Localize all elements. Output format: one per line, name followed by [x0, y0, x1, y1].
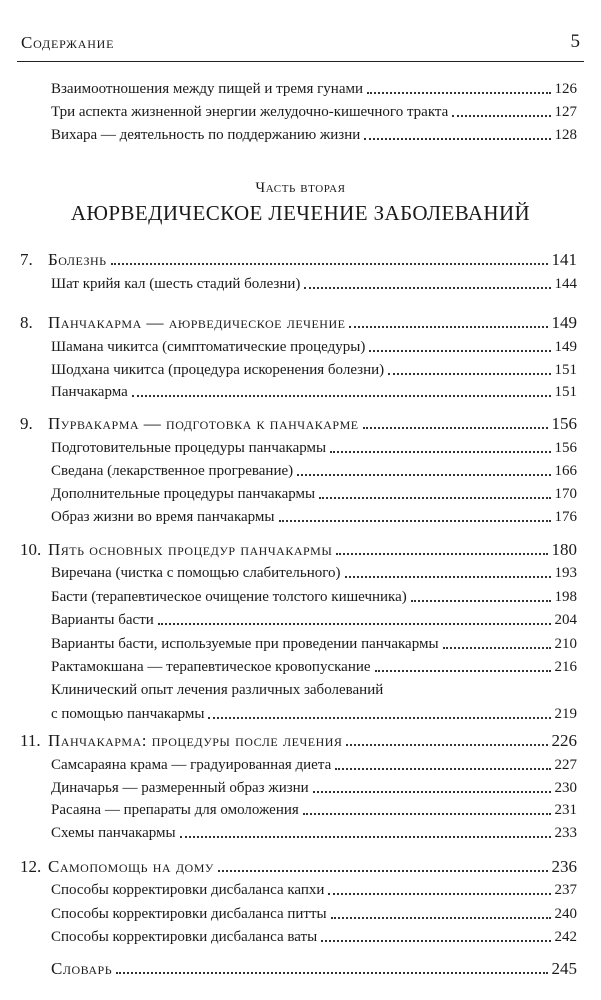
entry-label: Шамана чикитса (симптоматические процедуры)	[51, 339, 366, 355]
leader-dots	[330, 451, 550, 453]
entry-label: Способы корректировки дисбаланса капхи	[51, 882, 325, 898]
entry-label: Образ жизни во время панчакармы	[51, 509, 275, 525]
entry-page: 149	[551, 313, 577, 332]
toc-entry	[51, 705, 577, 723]
entry-label: Сведана (лекарственное прогревание)	[51, 463, 294, 479]
toc-entry	[51, 658, 577, 676]
entry-page: 204	[554, 612, 577, 628]
toc-entry	[51, 103, 577, 121]
entry-page: 226	[551, 731, 577, 750]
chapter-number: 7.	[20, 250, 33, 269]
leader-dots	[180, 836, 551, 838]
entry-page: 151	[554, 362, 577, 378]
entry-label: Шодхана чикитса (процедура искоренения болезни)	[51, 362, 385, 378]
chapter-title	[20, 251, 107, 269]
entry-page: 170	[554, 486, 577, 502]
leader-dots	[336, 553, 547, 555]
toc-entry	[51, 564, 577, 582]
entry-label: Панчакарма	[51, 384, 128, 400]
toc-entry	[51, 126, 577, 144]
toc-entry	[51, 275, 577, 293]
chapter-title	[20, 314, 345, 332]
chapter-title	[20, 541, 332, 559]
leader-dots	[331, 917, 551, 919]
leader-dots	[364, 138, 550, 140]
entry-page: 233	[554, 825, 577, 841]
leader-dots	[321, 940, 550, 942]
toc-entry	[51, 462, 577, 480]
chapter-row	[20, 858, 577, 876]
entry-page: 126	[554, 81, 577, 97]
leader-dots	[313, 791, 551, 793]
leader-dots	[304, 287, 550, 289]
entry-label: Подготовительные процедуры панчакармы	[51, 440, 327, 456]
leader-dots	[303, 813, 551, 815]
entry-page: 176	[554, 509, 577, 525]
chapter-row	[20, 251, 577, 269]
chapter-number: 9.	[20, 414, 33, 433]
leader-dots	[319, 497, 550, 499]
entry-page: 198	[554, 589, 577, 605]
chapter-number: 10.	[20, 540, 42, 559]
entry-label: Способы корректировки дисбаланса питты	[51, 906, 327, 922]
entry-page: 151	[554, 384, 577, 400]
chapter-title-text: Панчакарма: процедуры после лечения	[48, 731, 343, 750]
entry-label: Басти (терапевтическое очищение толстого кишечника)	[51, 589, 407, 605]
leader-dots	[375, 670, 551, 672]
entry-page: 149	[554, 339, 577, 355]
chapter-title-text: Пурвакарма — подготовка к панчакарме	[48, 414, 359, 433]
entry-page: 240	[554, 906, 577, 922]
leader-dots	[111, 263, 548, 265]
toc-entry	[51, 881, 577, 899]
leader-dots	[158, 623, 551, 625]
chapter-title-text: Самопомощь на дому	[48, 857, 214, 876]
toc-entry	[51, 824, 577, 842]
entry-label: Способы корректировки дисбаланса ваты	[51, 929, 318, 945]
leader-dots	[218, 870, 548, 872]
chapter-title	[20, 732, 342, 750]
entry-page: 219	[554, 706, 577, 722]
entry-page: 144	[554, 276, 577, 292]
leader-dots	[297, 474, 550, 476]
leader-dots	[328, 893, 550, 895]
entry-page: 230	[554, 780, 577, 796]
toc-entry	[51, 905, 577, 923]
entry-page: 236	[551, 857, 577, 876]
leader-dots	[388, 373, 550, 375]
entry-page: 127	[554, 104, 577, 120]
entry-page: 166	[554, 463, 577, 479]
entry-label: Вихара — деятельность по поддержанию жизни	[51, 127, 361, 143]
entry-label: Дополнительные процедуры панчакармы	[51, 486, 316, 502]
entry-label: Шат крийя кал (шесть стадий болезни)	[51, 276, 301, 292]
entry-label: Расаяна — препараты для омоложения	[51, 802, 299, 818]
chapter-row	[20, 541, 577, 559]
chapter-title	[20, 858, 214, 876]
entry-page: 227	[554, 757, 577, 773]
toc-entry	[51, 485, 577, 503]
leader-dots	[349, 326, 547, 328]
entry-page: 231	[554, 802, 577, 818]
leader-dots	[279, 520, 551, 522]
leader-dots	[369, 350, 550, 352]
leader-dots	[452, 115, 550, 117]
chapter-number: 8.	[20, 313, 33, 332]
toc-entry	[51, 80, 577, 98]
entry-page: 216	[554, 659, 577, 675]
toc-entry	[51, 383, 577, 401]
running-title: Содержание	[21, 33, 115, 52]
toc-entry	[51, 756, 577, 774]
part-title: АЮРВЕДИЧЕСКОЕ ЛЕЧЕНИЕ ЗАБОЛЕВАНИЙ	[70, 201, 531, 225]
leader-dots	[411, 600, 551, 602]
entry-page: 141	[551, 250, 577, 269]
toc-entry	[51, 779, 577, 797]
leader-dots	[116, 972, 547, 974]
leader-dots	[363, 427, 548, 429]
leader-dots	[345, 576, 551, 578]
chapter-title-text: Панчакарма — аюрведическое лечение	[48, 313, 346, 332]
entry-page: 193	[554, 565, 577, 581]
entry-page: 245	[551, 959, 577, 978]
chapter-row	[20, 732, 577, 750]
toc-entry	[51, 508, 577, 526]
chapter-row	[20, 314, 577, 332]
entry-page: 156	[554, 440, 577, 456]
toc-entry	[51, 801, 577, 819]
entry-label: Самсараяна крама — градуированная диета	[51, 757, 332, 773]
entry-page: 210	[554, 636, 577, 652]
page-number: 5	[570, 31, 580, 52]
entry-label: Диначарья — размеренный образ жизни	[51, 780, 309, 796]
entry-label: Виречана (чистка с помощью слабительного)	[51, 565, 341, 581]
leader-dots	[335, 768, 550, 770]
entry-label: Схемы панчакармы	[51, 825, 176, 841]
entry-page: 156	[551, 414, 577, 433]
chapter-title-text: Болезнь	[48, 250, 107, 269]
toc-entry	[51, 635, 577, 653]
page-header	[17, 29, 584, 57]
leader-dots	[443, 647, 551, 649]
entry-label: Варианты басти, используемые при проведении панчакармы	[51, 636, 439, 652]
toc-entry	[51, 588, 577, 606]
leader-dots	[346, 744, 547, 746]
entry-label-line: Клинический опыт лечения различных заболеваний	[51, 682, 384, 698]
entry-page: 128	[554, 127, 577, 143]
glossary-label: Словарь	[51, 959, 113, 978]
leader-dots	[208, 717, 550, 719]
toc-entry	[51, 928, 577, 946]
toc-entry	[51, 611, 577, 629]
leader-dots	[367, 92, 550, 94]
chapter-row	[20, 415, 577, 433]
entry-label: Три аспекта жизненной энергии желудочно-кишечного тракта	[51, 104, 449, 120]
entry-page: 237	[554, 882, 577, 898]
chapter-number: 11.	[20, 731, 41, 750]
chapter-title	[20, 415, 359, 433]
chapter-number: 12.	[20, 857, 42, 876]
leader-dots	[132, 395, 551, 397]
entry-label: Рактамокшана — терапевтическое кровопускание	[51, 659, 371, 675]
entry-label: Варианты басти	[51, 612, 154, 628]
toc-entry	[51, 361, 577, 379]
chapter-title-text: Пять основных процедур панчакармы	[48, 540, 333, 559]
header-rule	[17, 61, 584, 62]
toc-entry	[51, 439, 577, 457]
entry-page: 242	[554, 929, 577, 945]
entry-label: Взаимоотношения между пищей и тремя гунами	[51, 81, 364, 97]
toc-entry	[51, 338, 577, 356]
glossary-row	[51, 960, 577, 978]
entry-label: с помощью панчакармы	[51, 706, 205, 722]
entry-page: 180	[551, 540, 577, 559]
part-label: Часть вторая	[255, 180, 346, 196]
